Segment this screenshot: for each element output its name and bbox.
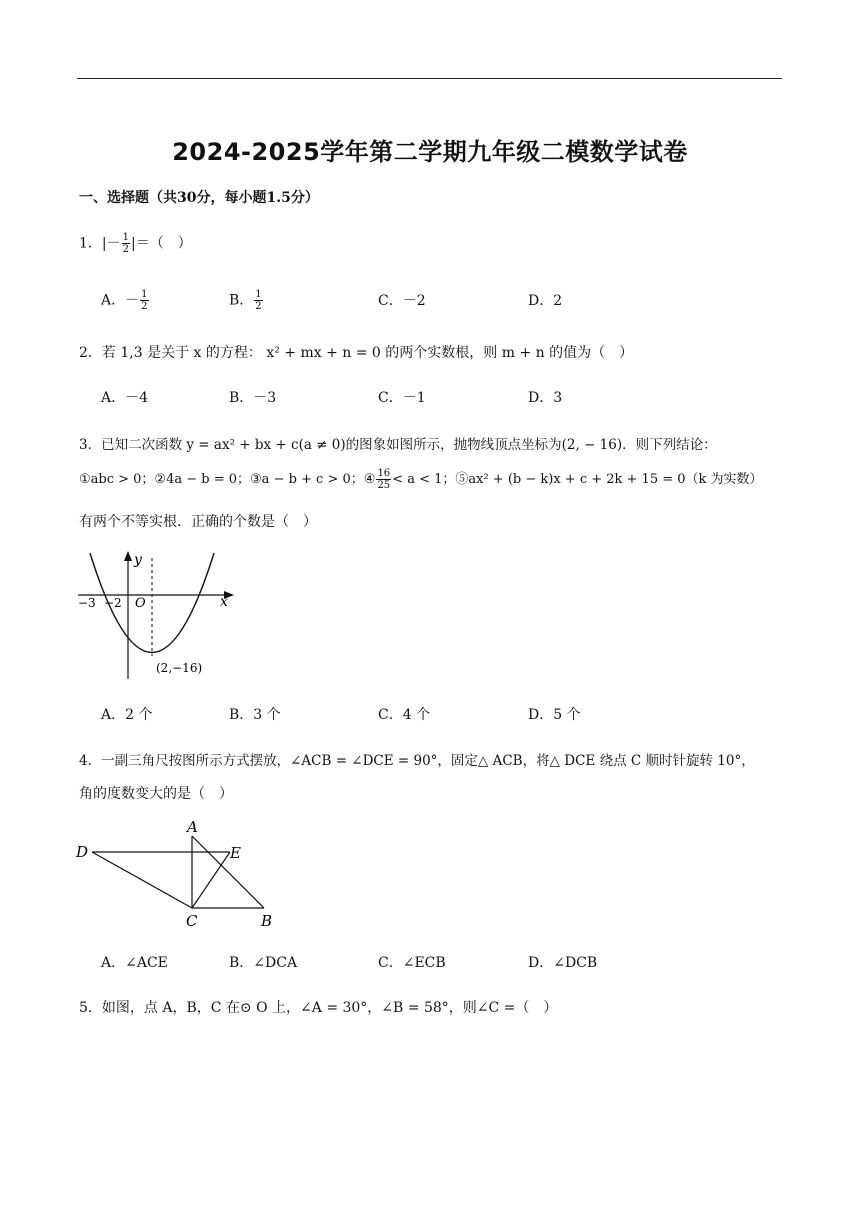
q1-option-b-den: 2 <box>255 301 262 312</box>
triangle-figure <box>72 816 282 932</box>
question-1 <box>79 232 192 255</box>
point-e-label: E <box>230 844 241 862</box>
header-rule <box>77 78 782 79</box>
q4-option-c[interactable]: C．∠ECB <box>378 955 446 971</box>
q3-option-d[interactable]: D．5 个 <box>528 707 581 723</box>
point-a-label: A <box>187 818 198 836</box>
question-5: 5．如图，点 A，B，C 在⊙ O 上，∠A = 30°，∠B = 58°，则∠C =（ ） <box>79 1000 558 1016</box>
q3-statements-b: < a < 1；⑤ax² + (b − k)x + c + 2k + 15 = 0（k 为实数） <box>392 472 763 487</box>
q1-option-a[interactable] <box>101 289 150 312</box>
q1-option-c[interactable]: C．－2 <box>378 293 426 309</box>
q1-option-b[interactable] <box>229 289 264 312</box>
question-3-line-3: 有两个不等实根．正确的个数是（ ） <box>79 514 317 530</box>
question-2: 2．若 1,3 是关于 x 的方程： x² + mx + n = 0 的两个实数根，则 m + n 的值为（ ） <box>79 345 634 361</box>
point-b-label: B <box>261 912 273 930</box>
point-c-label: C <box>186 912 198 930</box>
question-4-line-2: 角的度数变大的是（ ） <box>79 786 233 802</box>
q1-option-b-label: B． <box>229 292 254 309</box>
q3-option-a[interactable]: A．2 个 <box>101 707 153 723</box>
q1-prefix: 1． <box>79 235 102 252</box>
q4-option-d[interactable]: D．∠DCB <box>528 955 598 971</box>
q1-frac-den: 2 <box>122 244 130 255</box>
origin-label: O <box>135 596 146 611</box>
q3-statements-a: ①abc > 0；②4a − b = 0；③a − b + c > 0；④ <box>79 472 376 487</box>
question-3-line-1: 3．已知二次函数 y = ax² + bx + c(a ≠ 0)的图象如图所示，抛物线顶点坐标为(2, − 16)．则下列结论： <box>79 437 717 453</box>
q1-frac-num: 1 <box>122 232 130 243</box>
section-heading: 一、选择题（共30分，每小题1.5分） <box>79 190 319 206</box>
question-3-line-2 <box>79 468 763 491</box>
segment-ce <box>192 852 230 908</box>
q2-option-a[interactable]: A．－4 <box>101 390 149 406</box>
question-4-line-1: 4．一副三角尺按图所示方式摆放，∠ACB = ∠DCE = 90°，固定△ ACB，将△ DCE 绕点 C 顺时针旋转 10°， <box>79 753 755 769</box>
q3-option-c[interactable]: C．4 个 <box>378 707 431 723</box>
q1-option-a-num: 1 <box>141 289 148 300</box>
q1-stem-b: |＝（ ） <box>131 235 192 252</box>
point-d-label: D <box>76 843 89 861</box>
q1-option-b-fraction <box>254 289 262 312</box>
page-title: 2024-2025学年第二学期九年级二模数学试卷 <box>172 138 688 166</box>
tick-neg2-label: −2 <box>104 596 122 610</box>
tick-neg3-label: −3 <box>78 596 96 610</box>
q1-stem-a: |－ <box>101 235 121 252</box>
segment-ab <box>192 836 264 908</box>
q4-option-b[interactable]: B．∠DCA <box>229 955 298 971</box>
q4-option-a[interactable]: A．∠ACE <box>101 955 168 971</box>
q1-option-a-fraction <box>140 289 148 312</box>
segment-dc <box>92 852 192 908</box>
q1-option-a-label: A．－ <box>101 292 140 309</box>
y-axis-label: y <box>134 552 142 568</box>
q1-fraction <box>122 232 130 255</box>
x-axis-label: x <box>220 594 228 610</box>
q2-option-b[interactable]: B．－3 <box>229 390 277 406</box>
y-axis-arrow <box>124 551 132 561</box>
q3-fraction <box>376 468 391 491</box>
q1-option-d[interactable]: D．2 <box>528 293 563 309</box>
q2-option-c[interactable]: C．－1 <box>378 390 426 406</box>
vertex-label: (2,−16) <box>156 661 203 675</box>
q1-option-a-den: 2 <box>141 301 148 312</box>
q3-frac-den: 25 <box>377 480 391 491</box>
parabola-graph <box>74 548 244 680</box>
q2-option-d[interactable]: D．3 <box>528 390 563 406</box>
q1-option-b-num: 1 <box>255 289 262 300</box>
q3-option-b[interactable]: B．3 个 <box>229 707 281 723</box>
q3-frac-num: 16 <box>377 468 391 479</box>
